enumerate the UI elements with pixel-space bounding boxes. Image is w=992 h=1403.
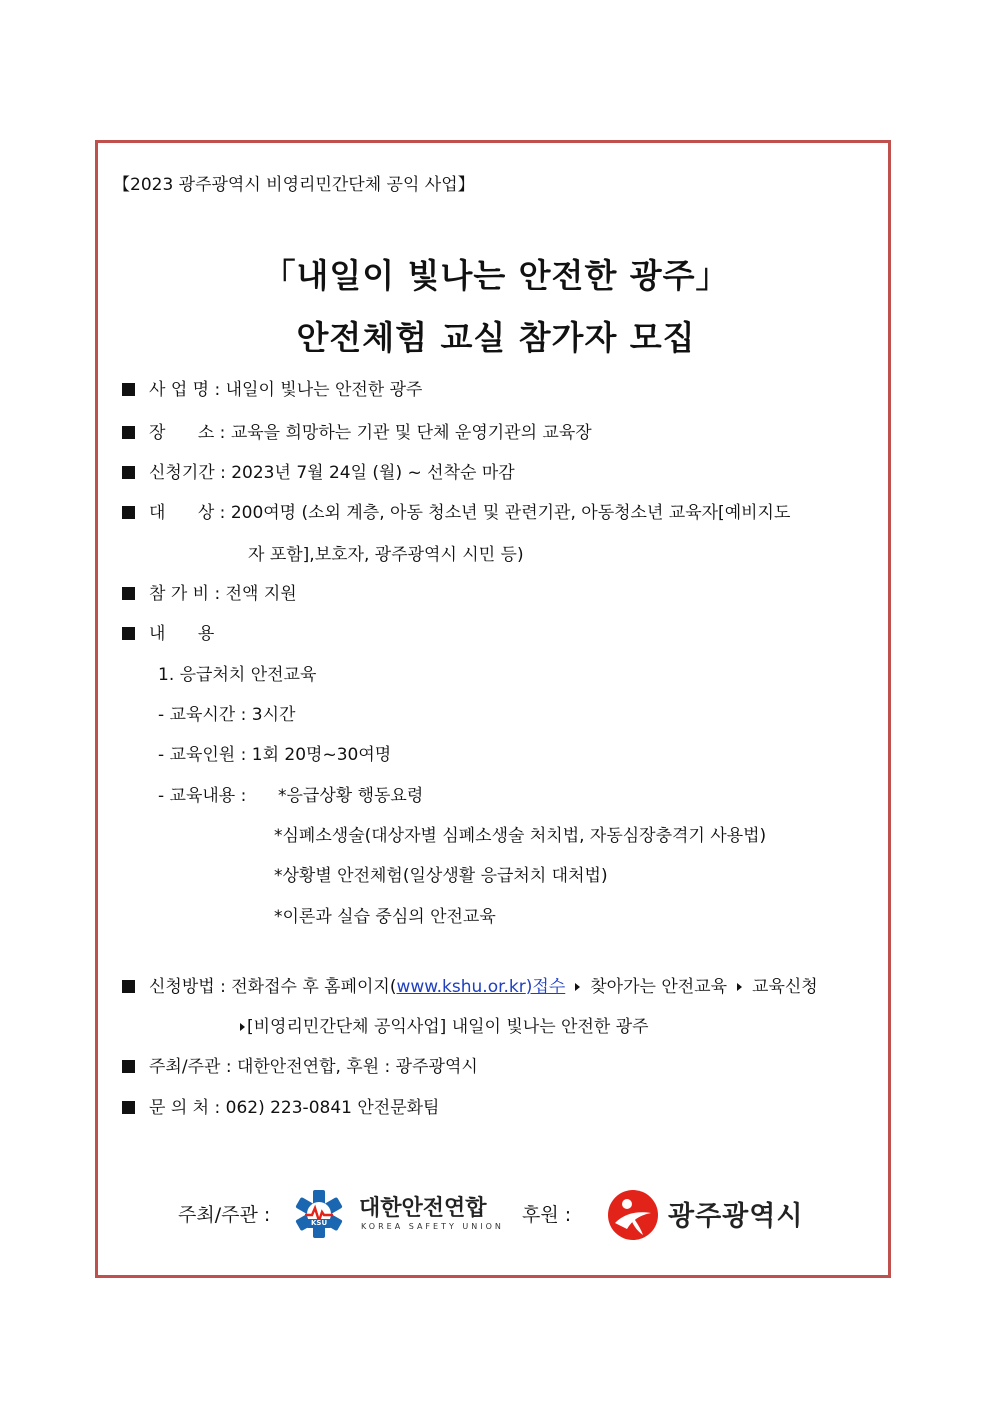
homepage-link[interactable]: www.kshu.or.kr [396,977,526,997]
course-detail-item: *응급상황 행동요령 [278,786,424,806]
arrow-right-icon [240,1023,245,1031]
apply-text: 전화접수 후 홈페이지( [231,977,397,997]
course-people: - 교육인원 : 1회 20명~30여명 [158,745,392,765]
gwangju-emblem-icon [607,1189,659,1241]
course-detail-item: *이론과 실습 중심의 안전교육 [274,907,496,927]
bullet-square-icon [122,506,135,519]
course-detail-item: *상황별 안전체험(일상생활 응급처치 대처법) [274,866,608,886]
row-content [122,619,214,644]
row-label: 사 업 명 : [149,380,221,400]
header-tag: 【2023 광주광역시 비영리민간단체 공익 사업】 [113,175,475,195]
bullet-square-icon [122,1101,135,1114]
row-label: 장 소 : [149,423,226,443]
ksu-sub: KOREA SAFETY UNION [361,1222,504,1231]
row-value: 2023년 7월 24일 (월) ~ 선착순 마감 [231,463,515,483]
row-value: 교육을 희망하는 기관 및 단체 운영기관의 교육장 [230,423,592,443]
row-label: 신청방법 : [149,977,226,997]
row-value: 대한안전연합, 후원 : 광주광역시 [236,1057,478,1077]
ksu-name: 대한안전연합 [359,1196,487,1221]
bullet-square-icon [122,587,135,600]
apply-step1: 찾아가는 안전교육 [590,977,728,997]
course-detail-item: *심폐소생술(대상자별 심폐소생술 처치법, 자동심장충격기 사용법) [274,826,767,846]
row-place [122,418,592,443]
bullet-square-icon [122,466,135,479]
row-label: 문 의 처 : [149,1098,221,1118]
row-value: 200여명 (소외 계층, 아동 청소년 및 관련기관, 아동청소년 교육자[예비지도 [230,503,791,523]
row-period [122,458,515,483]
title-line1: 「내일이 빛나는 안전한 광주」 [262,256,730,295]
bullet-square-icon [122,627,135,640]
row-label: 내 용 [149,624,215,644]
row-label: 참 가 비 : [149,584,221,604]
ksu-badge: KSU [311,1219,328,1227]
footer-sponsor-label: 후원 : [522,1204,572,1226]
arrow-right-icon [737,983,742,991]
course-hours: - 교육시간 : 3시간 [158,705,296,725]
bullet-square-icon [122,980,135,993]
footer-host-label: 주최/주관 : [178,1204,271,1226]
row-value: 내일이 빛나는 안전한 광주 [225,380,423,400]
row-value: 전액 지원 [225,584,297,604]
gwangju-name: 광주광역시 [668,1201,804,1232]
bullet-square-icon [122,383,135,396]
course-title: 1. 응급처치 안전교육 [158,665,317,685]
row-target [122,498,790,523]
row-apply-cont [240,1012,649,1037]
row-host [122,1052,478,1077]
apply-line2: [비영리민간단체 공익사업] 내일이 빛나는 안전한 광주 [247,1017,649,1037]
bullet-square-icon [122,1060,135,1073]
row-value: 062) 223-0841 안전문화팀 [225,1098,440,1118]
row-target-cont: 자 포함],보호자, 광주광역시 시민 등) [248,545,524,565]
bullet-square-icon [122,426,135,439]
row-project [122,375,422,400]
row-contact [122,1093,439,1118]
apply-step2: 교육신청 [752,977,818,997]
row-label: 대 상 : [149,503,226,523]
row-apply [122,972,818,997]
arrow-right-icon [575,983,580,991]
apply-text-after: )접수 [525,977,566,997]
ksu-emblem-icon [293,1188,345,1240]
course-details-label: - 교육내용 : [158,786,247,806]
title-line2: 안전체험 교실 참가자 모집 [296,318,696,357]
row-label: 신청기간 : [149,463,226,483]
row-fee [122,579,297,604]
row-label: 주최/주관 : [149,1057,232,1077]
